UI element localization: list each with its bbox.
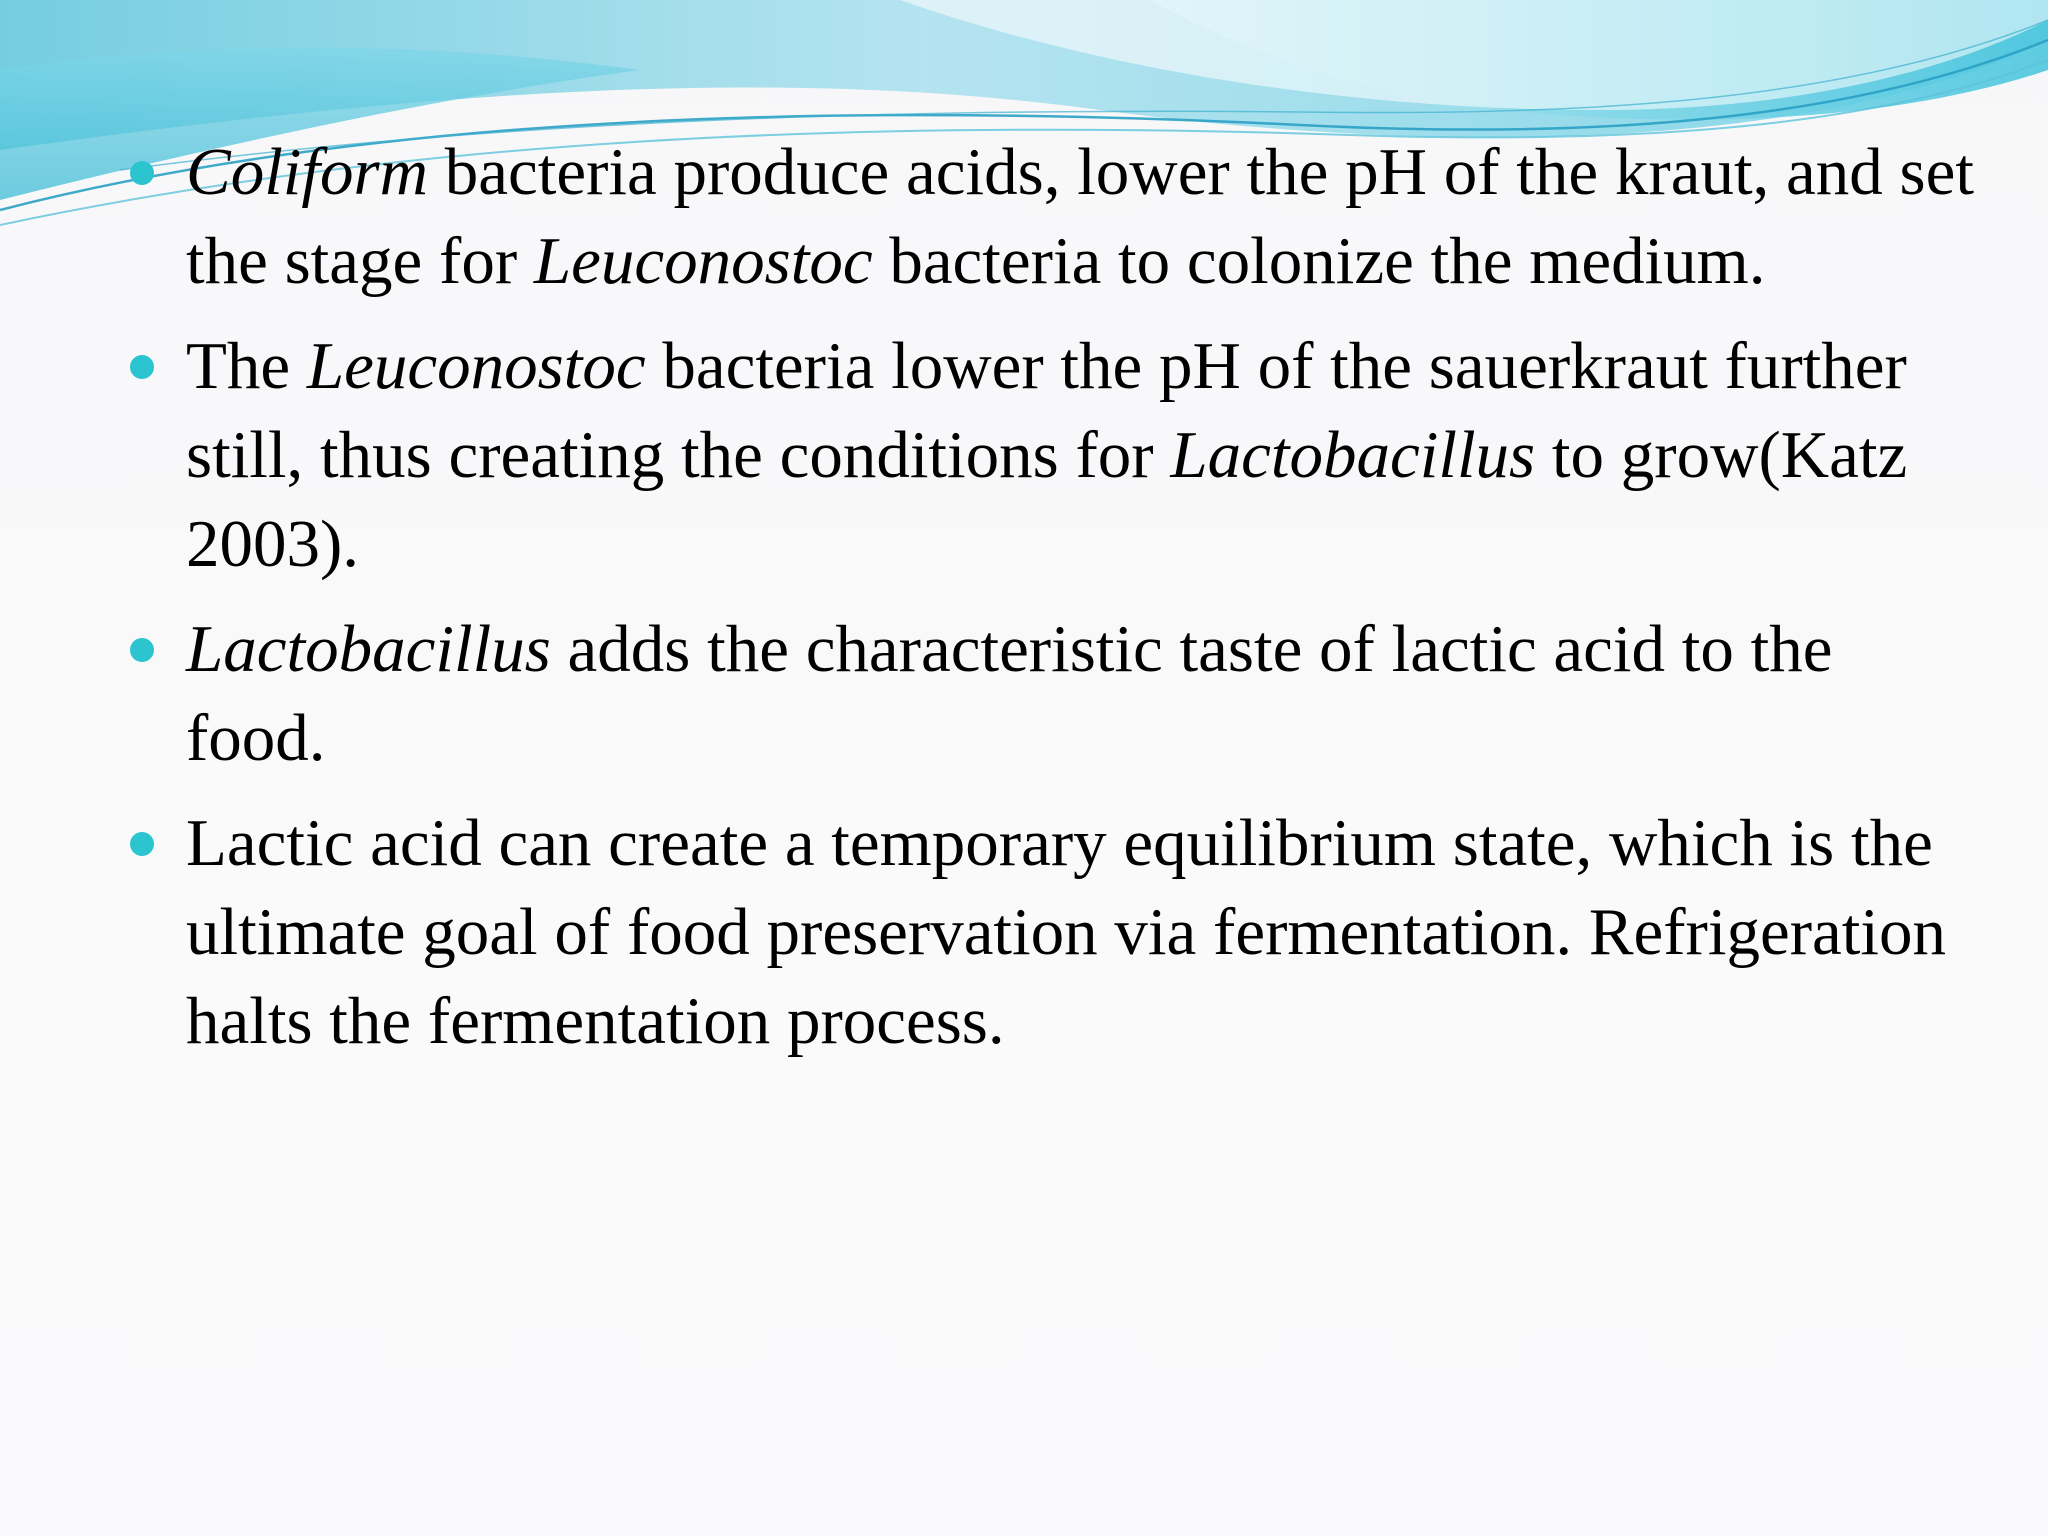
bullet-dot-icon: [130, 638, 154, 662]
bullet-list: [128, 128, 1988, 1066]
italic-term: Leuconostoc: [306, 329, 646, 403]
bullet-item: [128, 322, 1988, 589]
bullet-item: [128, 799, 1988, 1066]
text-run: bacteria to colonize the medium.: [872, 224, 1766, 298]
italic-term: Lactobacillus: [186, 612, 551, 686]
bullet-text: [186, 612, 1832, 775]
bullet-dot-icon: [130, 832, 154, 856]
italic-term: Coliform: [186, 135, 428, 209]
bullet-text: [186, 329, 1907, 581]
text-run: The: [186, 329, 307, 403]
text-run: bacteria produce acids, lower the pH of the kraut, and set the stage for: [186, 135, 1974, 298]
bullet-item: [128, 128, 1988, 306]
bullet-item: [128, 605, 1988, 783]
italic-term: Lactobacillus: [1170, 418, 1536, 492]
bullet-text: [186, 135, 1974, 298]
text-run: bacteria lower the pH of the sauerkraut further still, thus creating the conditions for: [186, 329, 1907, 492]
bullet-dot-icon: [130, 355, 154, 379]
italic-term: Leuconostoc: [533, 224, 873, 298]
slide-content: [128, 128, 1988, 1082]
bullet-text: [186, 806, 1946, 1058]
text-run: to grow(Katz 2003).: [186, 418, 1908, 581]
text-run: Lactic acid can create a temporary equilibrium state, which is the ultimate goal of food preservation via fermentation. Refrigeration halts the fermentation process.: [186, 806, 1946, 1058]
bullet-dot-icon: [130, 161, 154, 185]
text-run: adds the characteristic taste of lactic acid to the food.: [186, 612, 1833, 775]
